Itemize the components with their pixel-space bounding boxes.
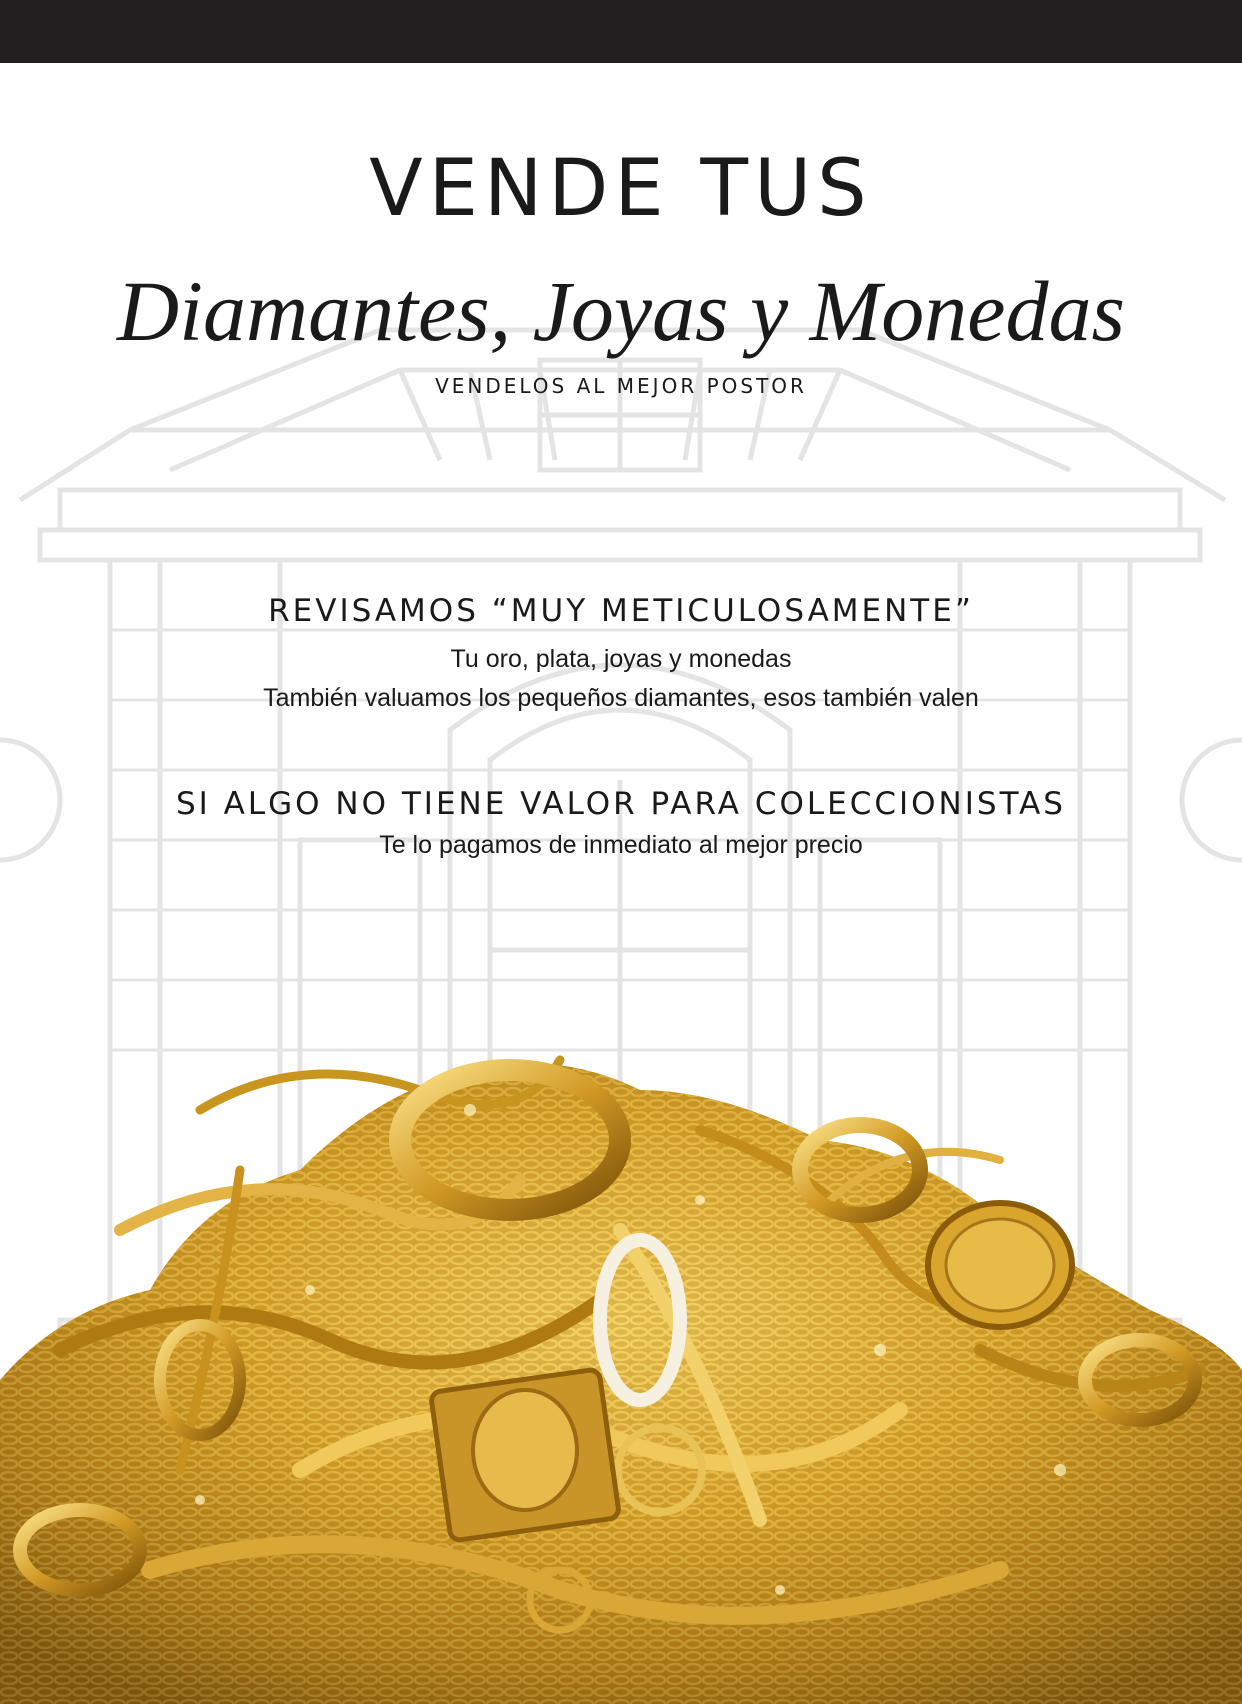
section-payment-line: Te lo pagamos de inmediato al mejor precio: [379, 831, 863, 859]
section-review-line-2: También valuamos los pequeños diamantes, esos también valen: [263, 684, 979, 712]
top-bar: [0, 0, 1242, 63]
section-review-line-1: Tu oro, plata, joyas y monedas: [450, 645, 792, 673]
subheadline: VENDELOS AL MEJOR POSTOR: [435, 374, 807, 398]
headline-script: Diamantes, Joyas y Monedas: [117, 263, 1125, 359]
headline: VENDE TUS: [369, 144, 873, 234]
section-review-title: REVISAMOS “MUY METICULOSAMENTE”: [268, 593, 974, 629]
gold-jewelry-pile-icon: [0, 1050, 1242, 1704]
section-payment-title: SI ALGO NO TIENE VALOR PARA COLECCIONISTAS: [176, 786, 1066, 822]
